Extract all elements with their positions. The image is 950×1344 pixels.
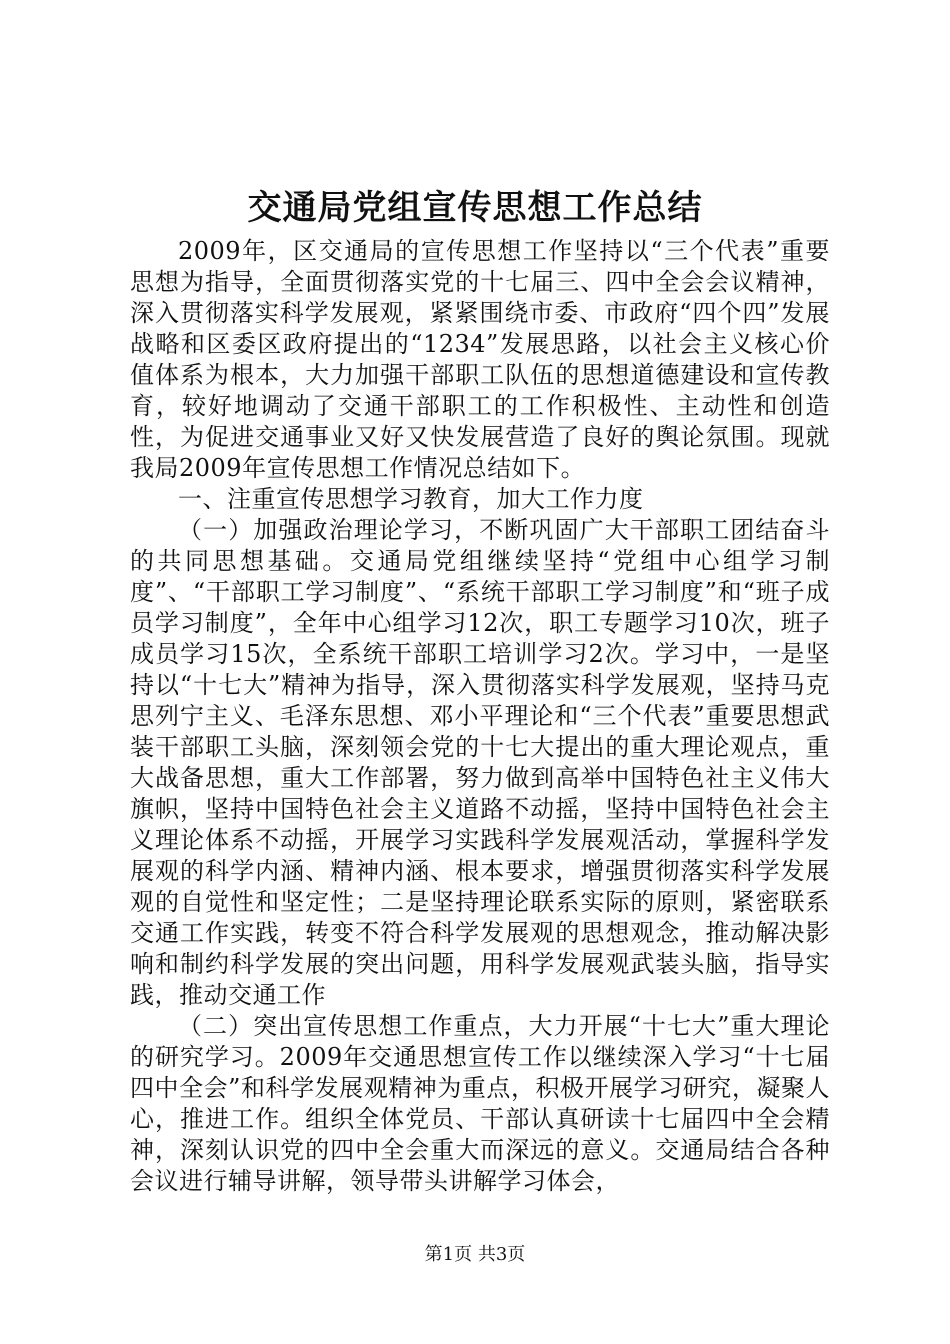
paragraph-intro: 2009年，区交通局的宣传思想工作坚持以“三个代表”重要思想为指导，全面贯彻落实党的十七届三、四中全会会议精神，深入贯彻落实科学发展观，紧紧围绕市委、市政府“四个四”发展战略和区委区政府提出的“1234”发展思路，以社会主义核心价值体系为根本，大力加强干部职工队伍的思想道德建设和宣传教育，较好地调动了交通干部职工的工作积极性、主动性和创造性，为促进交通事业又好又快发展营造了良好的舆论氛围。现就我局2009年宣传思想工作情况总结如下。 [130, 237, 830, 482]
paragraph-subsection-2: （二）突出宣传思想工作重点，大力开展“十七大”重大理论的研究学习。2009年交通思想宣传工作以继续深入学习“十七届四中全会”和科学发展观精神为重点，积极开展学习研究，凝聚人心，推进工作。组织全体党员、干部认真研读十七届四中全会精神，深刻认识党的四中全会重大而深远的意义。交通局结合各种会议进行辅导讲解，领导带头讲解学习体会， [130, 1012, 830, 1195]
page-footer: 第1页 共3页 [424, 1244, 526, 1265]
document-body [130, 236, 830, 1197]
paragraph-subsection-1: （一）加强政治理论学习，不断巩固广大干部职工团结奋斗的共同思想基础。交通局党组继续坚持“党组中心组学习制度”、“干部职工学习制度”、“系统干部职工学习制度”和“班子成员学习制度”，全年中心组学习12次，职工专题学习10次，班子成员学习15次，全系统干部职工培训学习2次。学习中，一是坚持以“十七大”精神为指导，深入贯彻落实科学发展观，坚持马克思列宁主义、毛泽东思想、邓小平理论和“三个代表”重要思想武装干部职工头脑，深刻领会党的十七大提出的重大理论观点，重大战备思想，重大工作部署，努力做到高举中国特色社主义伟大旗帜，坚持中国特色社会主义道路不动摇，坚持中国特色社会主义理论体系不动摇，开展学习实践科学发展观活动，掌握科学发展观的科学内涵、精神内涵、根本要求，增强贯彻落实科学发展观的自觉性和坚定性；二是坚持理论联系实际的原则，紧密联系交通工作实践，转变不符合科学发展观的思想观念，推动解决影响和制约科学发展的突出问题，用科学发展观武装头脑，指导实践，推动交通工作 [130, 516, 830, 1009]
section-heading-1: 一、注重宣传思想学习教育，加大工作力度 [178, 485, 644, 513]
document-title: 交通局党组宣传思想工作总结 [247, 188, 703, 228]
